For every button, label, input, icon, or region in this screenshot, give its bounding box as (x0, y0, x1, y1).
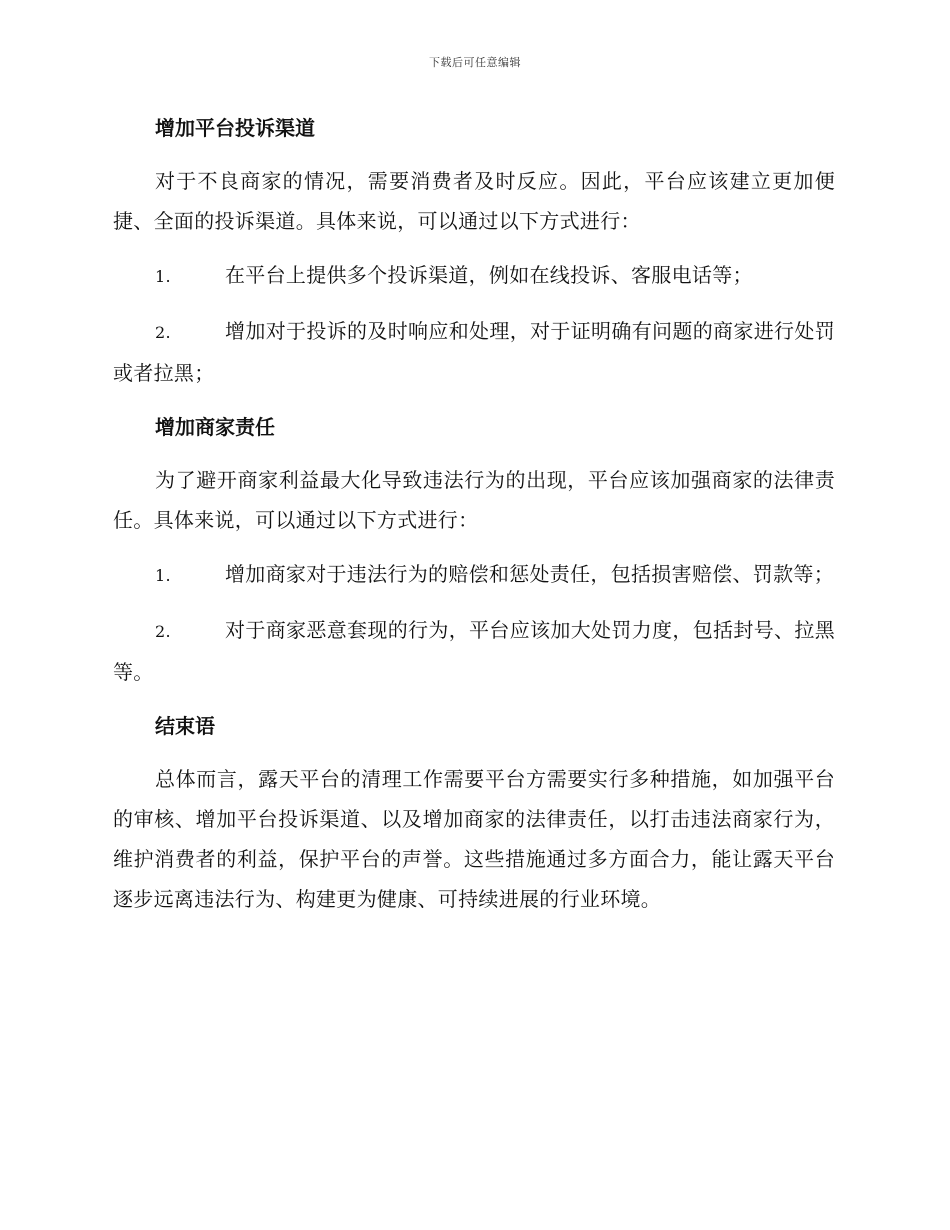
list-item (113, 554, 835, 596)
section-paragraph: 总体而言，露天平台的清理工作需要平台方需要实行多种措施，如加强平台的审核、增加平台投诉渠道、以及增加商家的法律责任，以打击违法商家行为，维护消费者的利益，保护平台的声誉。这些措施通过多方面合力，能让露天平台逐步远离违法行为、构建更为健康、可持续进展的行业环境。 (113, 767, 835, 911)
list-item-number: 2. (155, 323, 171, 342)
section-heading: 结束语 (155, 714, 215, 738)
list-item-number: 2. (155, 622, 171, 641)
section-paragraph: 对于不良商家的情况，需要消费者及时反应。因此，平台应该建立更加便捷、全面的投诉渠道。具体来说，可以通过以下方式进行： (113, 169, 835, 233)
list-item-text: 在平台上提供多个投诉渠道，例如在线投诉、客服电话等； (225, 263, 753, 287)
list-item (113, 311, 835, 393)
document-body (113, 108, 835, 933)
header-note: 下载后可任意编辑 (429, 56, 521, 69)
list-item (113, 255, 835, 297)
list-item-text: 增加对于投诉的及时响应和处理，对于证明确有问题的商家进行处罚或者拉黑； (113, 319, 835, 385)
list-item-text: 对于商家恶意套现的行为，平台应该加大处罚力度，包括封号、拉黑等。 (113, 618, 835, 684)
section-paragraph: 为了避开商家利益最大化导致违法行为的出现，平台应该加强商家的法律责任。具体来说，可以通过以下方式进行： (113, 468, 835, 532)
section-heading: 增加平台投诉渠道 (155, 116, 315, 140)
list-item-text: 增加商家对于违法行为的赔偿和惩处责任，包括损害赔偿、罚款等； (225, 562, 834, 586)
section-heading: 增加商家责任 (155, 415, 275, 439)
list-item (113, 610, 835, 692)
list-item-number: 1. (155, 267, 171, 286)
list-item-number: 1. (155, 566, 171, 585)
